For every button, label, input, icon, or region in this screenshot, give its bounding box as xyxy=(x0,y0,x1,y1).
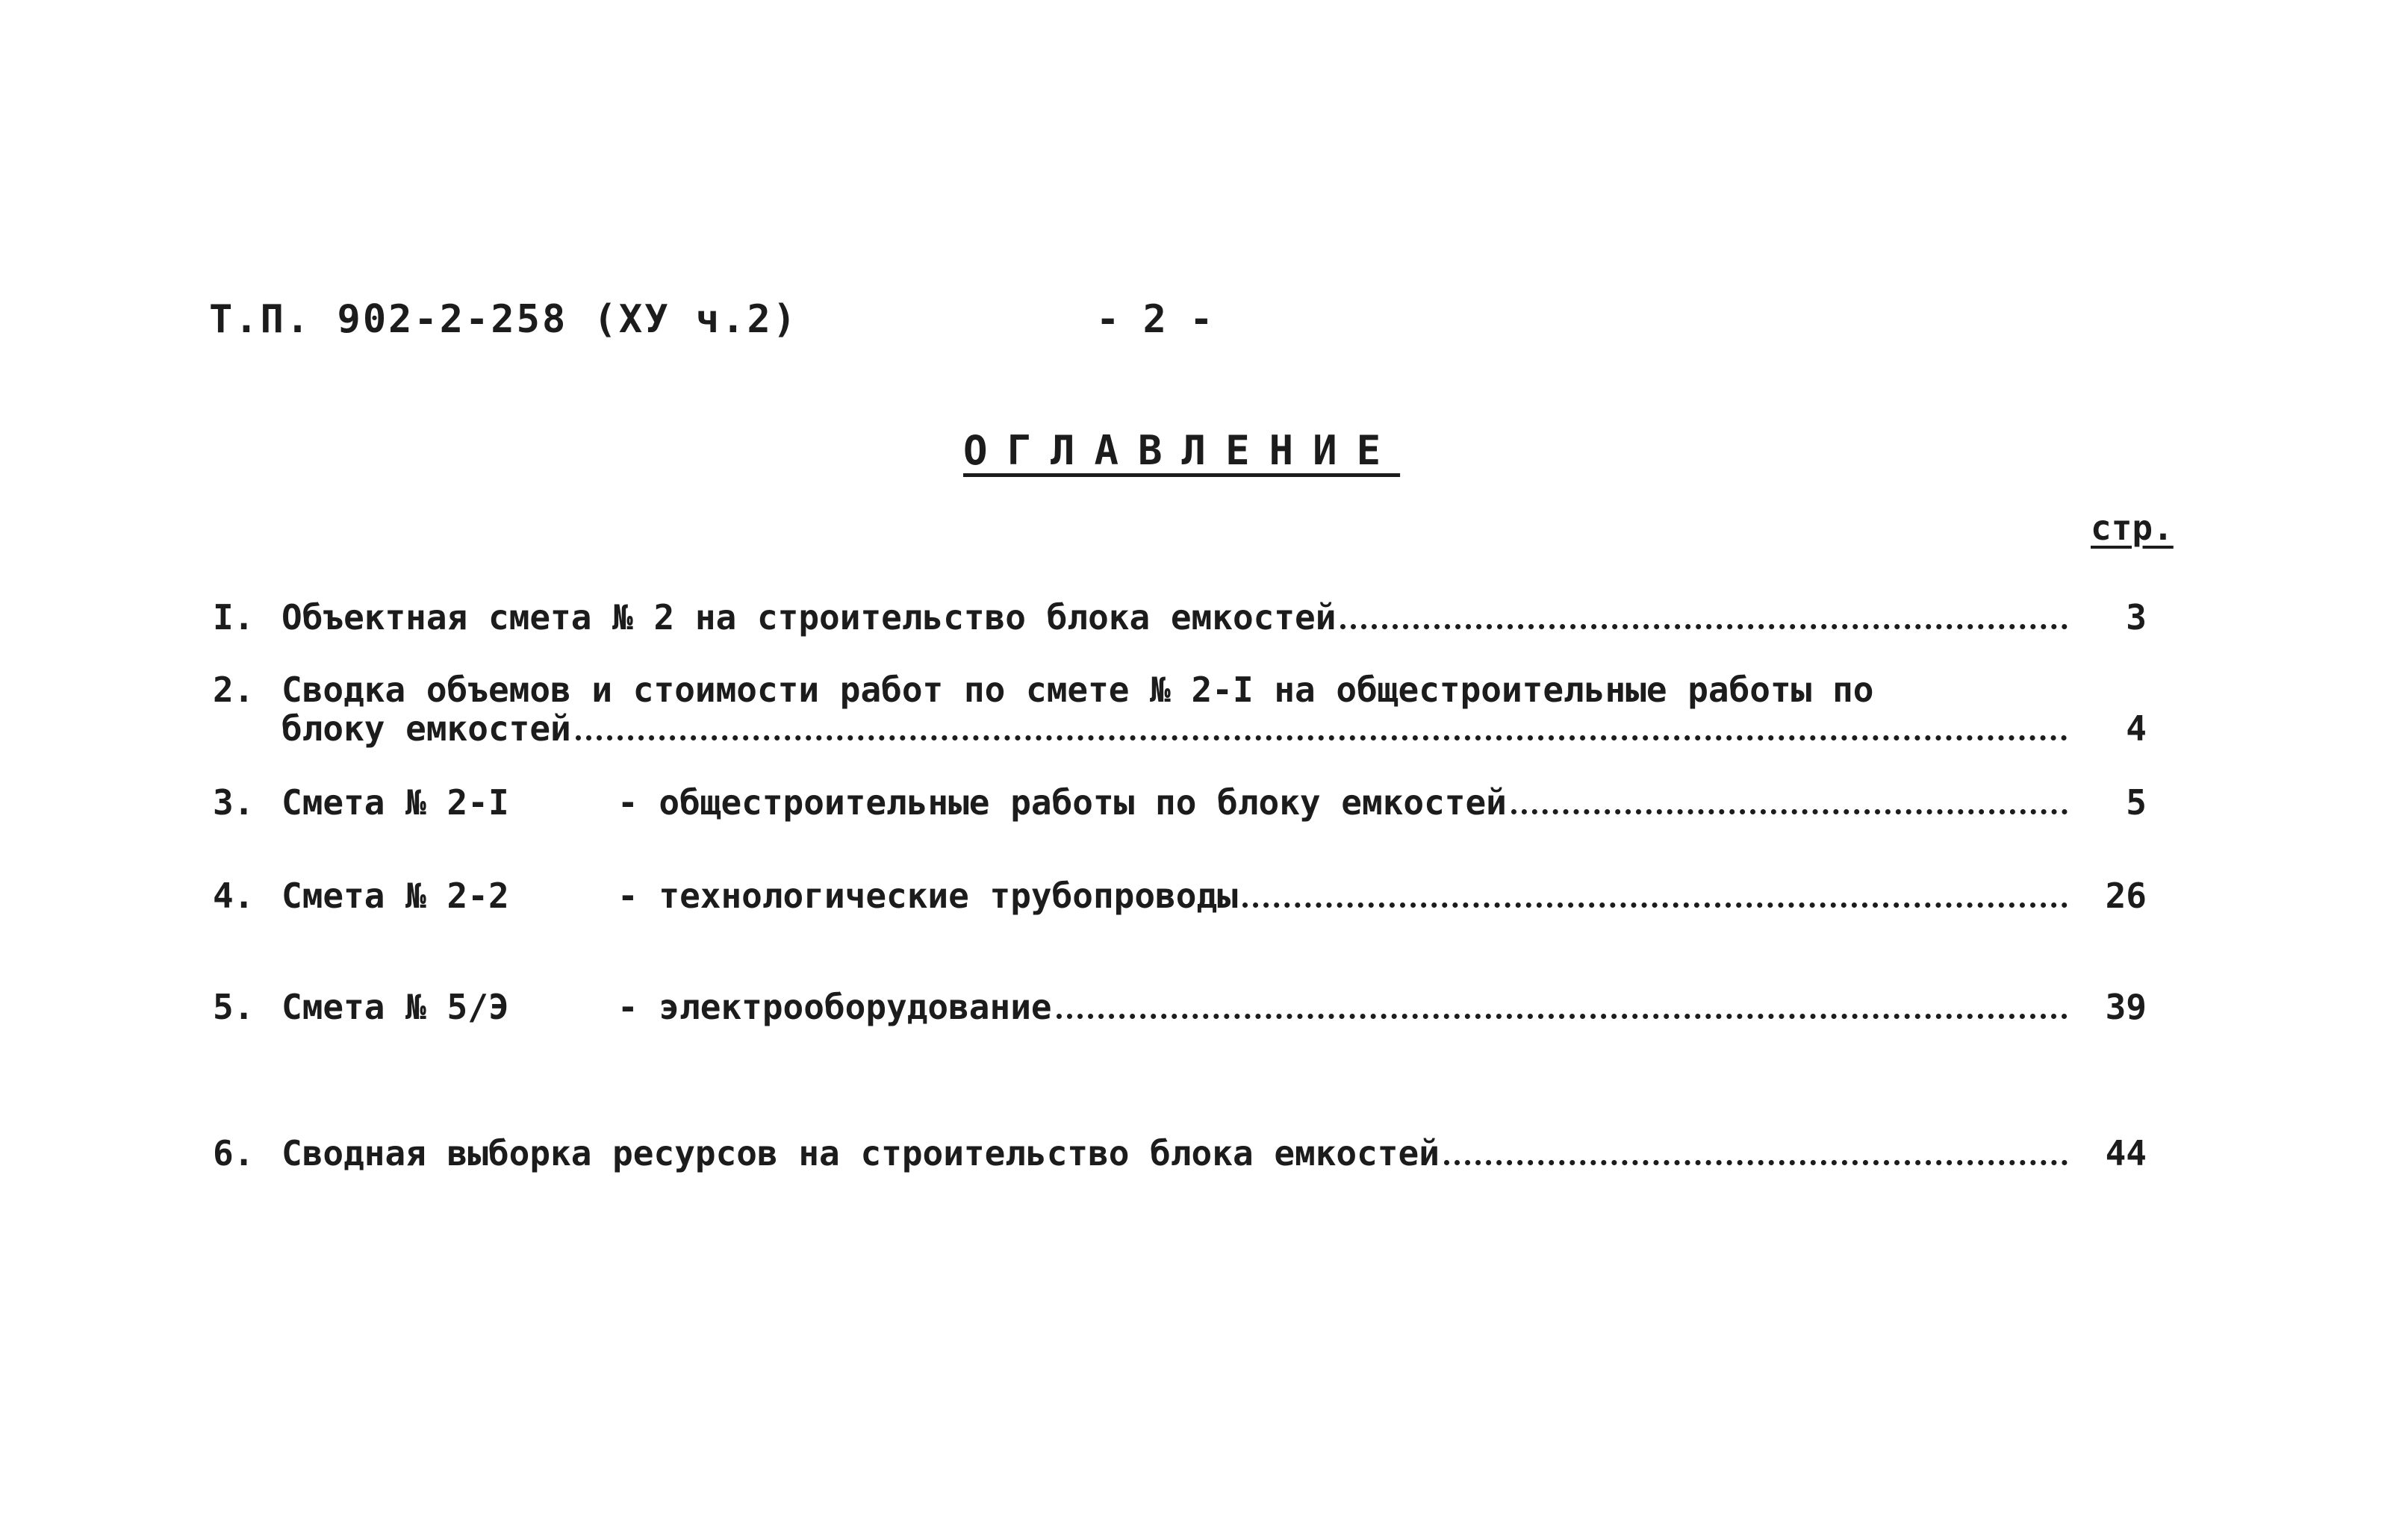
page-column-header: стр. xyxy=(2091,508,2174,548)
toc-entry-4 xyxy=(213,876,2147,916)
toc-entry-5 xyxy=(213,987,2147,1027)
toc-entry-text: Объектная смета № 2 на строительство блока емкостей xyxy=(281,597,1337,637)
toc-entry-text: Сводка объемов и стоимости работ по смете № 2-I на общестроительные работы по xyxy=(281,670,1874,710)
dot-leader xyxy=(1444,1160,2068,1165)
toc-entry-number: 5. xyxy=(213,987,255,1027)
dot-leader xyxy=(1057,1014,2068,1019)
toc-entry-text-continued: блоку емкостей xyxy=(281,708,571,749)
toc-entry-page: 44 xyxy=(2105,1133,2147,1173)
toc-entry-2 xyxy=(213,670,2147,748)
toc-entry-text: - общестроительные работы по блоку емкостей xyxy=(617,782,1507,823)
toc-entry-page: 5 xyxy=(2126,782,2147,823)
dot-leader xyxy=(576,735,2068,741)
toc-entry-1 xyxy=(213,597,2147,637)
dot-leader xyxy=(1242,902,2068,908)
page-number: - 2 - xyxy=(1096,297,1213,342)
toc-entry-number: I. xyxy=(213,597,255,637)
toc-entry-page: 3 xyxy=(2126,597,2147,637)
dot-leader xyxy=(1340,624,2068,629)
dot-leader xyxy=(1511,809,2068,814)
toc-entry-page: 39 xyxy=(2105,987,2147,1027)
document-code: Т.П. 902-2-258 (ХУ ч.2) xyxy=(209,297,799,342)
toc-entry-3 xyxy=(213,782,2147,823)
toc-entry-page: 4 xyxy=(2126,708,2147,749)
toc-entry-number: 4. xyxy=(213,876,255,916)
toc-entry-number: 6. xyxy=(213,1133,255,1173)
toc-entry-number: 2. xyxy=(213,670,255,710)
toc-entry-text: - электрооборудование xyxy=(617,987,1052,1027)
toc-title: ОГЛАВЛЕНИЕ xyxy=(963,427,1401,474)
estimate-reference: Смета № 2-2 xyxy=(281,876,509,916)
toc-entry-page: 26 xyxy=(2105,876,2147,916)
toc-entry-text: Сводная выборка ресурсов на строительство блока емкостей xyxy=(281,1133,1440,1173)
toc-entry-6 xyxy=(213,1133,2147,1173)
estimate-reference: Смета № 2-I xyxy=(281,782,509,823)
toc-entry-text: - технологические трубопроводы xyxy=(617,876,1238,916)
toc-entry-number: 3. xyxy=(213,782,255,823)
estimate-reference: Смета № 5/Э xyxy=(281,987,509,1027)
